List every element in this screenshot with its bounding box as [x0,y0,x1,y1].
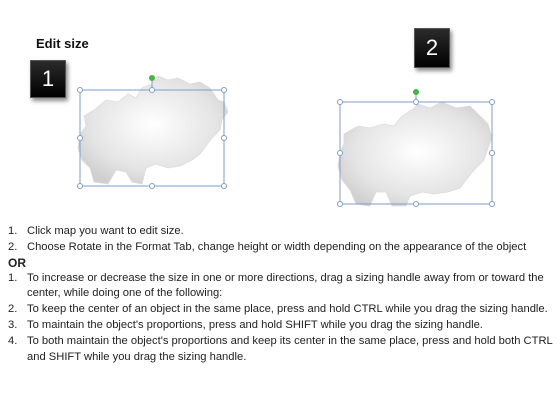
step-badge-1: 1 [30,60,66,98]
step-badge-2: 2 [414,28,450,68]
list-text: To maintain the object's proportions, press and hold SHIFT while you drag the sizing handle. [27,318,483,331]
list-text: To increase or decrease the size in one or more directions, drag a sizing handle away from or toward the center, while doing one of the following: [27,271,544,300]
list-text: To both maintain the object's proportions and keep its center in the same place, press and hold both CTRL and SHIFT while you drag the sizing handle. [27,334,553,363]
list-item [8,318,556,334]
list-item [8,224,556,240]
list-item [8,271,556,303]
list-item [8,334,556,366]
rotate-handle-1 [149,75,155,81]
list-text: Click map you want to edit size. [27,225,184,237]
map-outline-2 [338,102,492,206]
map-shape-2[interactable] [330,88,500,210]
page-title: Edit size [36,36,89,51]
list-number: 1. [8,271,18,284]
list-text: To keep the center of an object in the same place, press and hold CTRL while you drag the sizing handle. [27,303,548,316]
list-number: 4. [8,334,18,347]
map-shape-1-graphic [72,72,232,194]
list-item [8,302,556,318]
list-number: 2. [8,303,18,316]
map-shape-2-graphic [330,88,500,210]
list-number: 2. [8,240,18,253]
rotate-handle-2 [413,89,419,95]
instructions [8,224,556,365]
list-item [8,240,556,256]
list-text: Choose Rotate in the Format Tab, change height or width depending on the appearance of the object [27,240,527,253]
map-shape-1[interactable] [72,72,232,194]
or-label: OR [8,255,26,270]
list-number: 3. [8,318,18,331]
list-number: 1. [8,225,18,237]
